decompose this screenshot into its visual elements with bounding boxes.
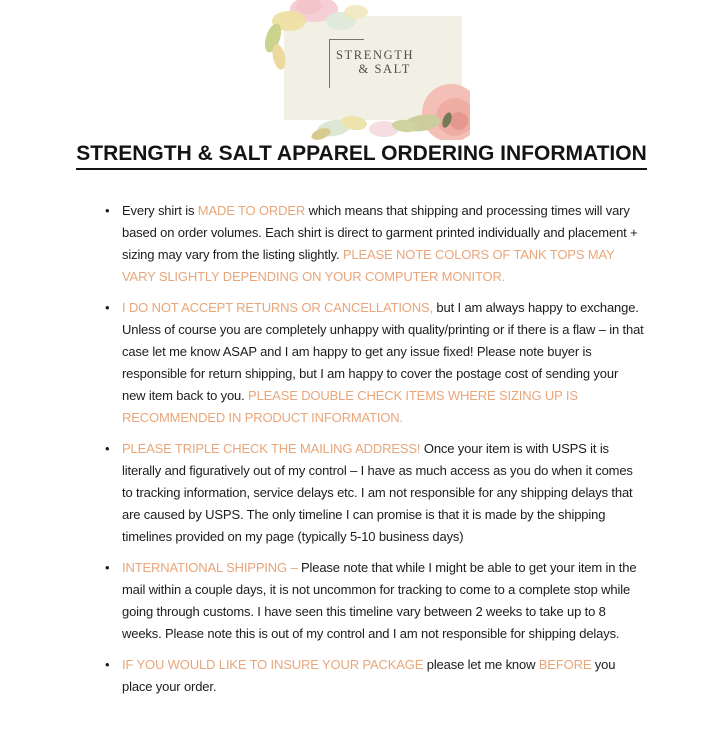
title-row	[0, 142, 723, 170]
list-item	[103, 654, 644, 698]
text-segment-accent: IF YOU WOULD LIKE TO INSURE YOUR PACKAGE	[122, 657, 427, 672]
brand-line-2: & SALT	[358, 62, 411, 76]
document-body	[103, 200, 644, 707]
info-list	[103, 200, 644, 698]
text-segment: you place your order.	[122, 657, 616, 694]
text-segment-accent: MADE TO ORDER	[197, 203, 306, 218]
text-segment-accent: BEFORE	[538, 657, 592, 672]
text-segment-accent: INTERNATIONAL SHIPPING –	[122, 560, 302, 575]
text-segment: Every shirt is	[122, 203, 198, 218]
text-segment-accent: PLEASE DOUBLE CHECK ITEMS WHERE SIZING UP IS RECOMMENDED IN PRODUCT INFORMATION.	[122, 388, 578, 425]
list-item	[103, 557, 644, 645]
text-segment-accent: PLEASE NOTE COLORS OF TANK TOPS MAY VARY SLIGHTLY DEPENDING ON YOUR COMPUTER MONITOR.	[122, 247, 615, 284]
text-segment: Please note that while I might be able to get your item in the mail within a couple days, it is not uncommon for tracking to come to a complete stop while going through customs. I have seen this timeline vary between 2 weeks to take up to 8 weeks. Please note this is out of my control and I am not responsible for shipping delays.	[122, 560, 637, 641]
text-segment-accent: I DO NOT ACCEPT RETURNS OR CANCELLATIONS,	[122, 300, 433, 315]
text-segment: which means that shipping and processing times will vary based on order volumes. Each shirt is direct to garment printed individually and placement + sizing may vary from the listing slightly.	[122, 203, 638, 262]
brand-wordmark	[329, 39, 415, 88]
list-item	[103, 438, 644, 548]
brand-logo	[258, 0, 470, 140]
list-item	[103, 297, 644, 429]
text-segment: please let me know	[426, 657, 539, 672]
page-title: STRENGTH & SALT APPAREL ORDERING INFORMATION	[76, 142, 647, 170]
list-item	[103, 200, 644, 288]
text-segment: but I am always happy to exchange. Unless of course you are completely unhappy with quality/printing or if there is a flaw – in that case let me know ASAP and I am happy to get any issue fixed! Please note buyer is responsible for return shipping, but I am happy to cover the postage cost of sending your new item back to you.	[122, 300, 644, 403]
text-segment-accent: PLEASE TRIPLE CHECK THE MAILING ADDRESS!	[122, 441, 421, 456]
brand-line-1: STRENGTH	[336, 48, 415, 62]
text-segment: Once your item is with USPS it is literally and figuratively out of my control – I have as much access as you do when it comes to tracking information, service delays etc. I am not responsible for any shipping delays that are caused by USPS. The only timeline I can promise is that it is made by the shipping timelines provided on my page (typically 5-10 business days)	[122, 441, 633, 544]
